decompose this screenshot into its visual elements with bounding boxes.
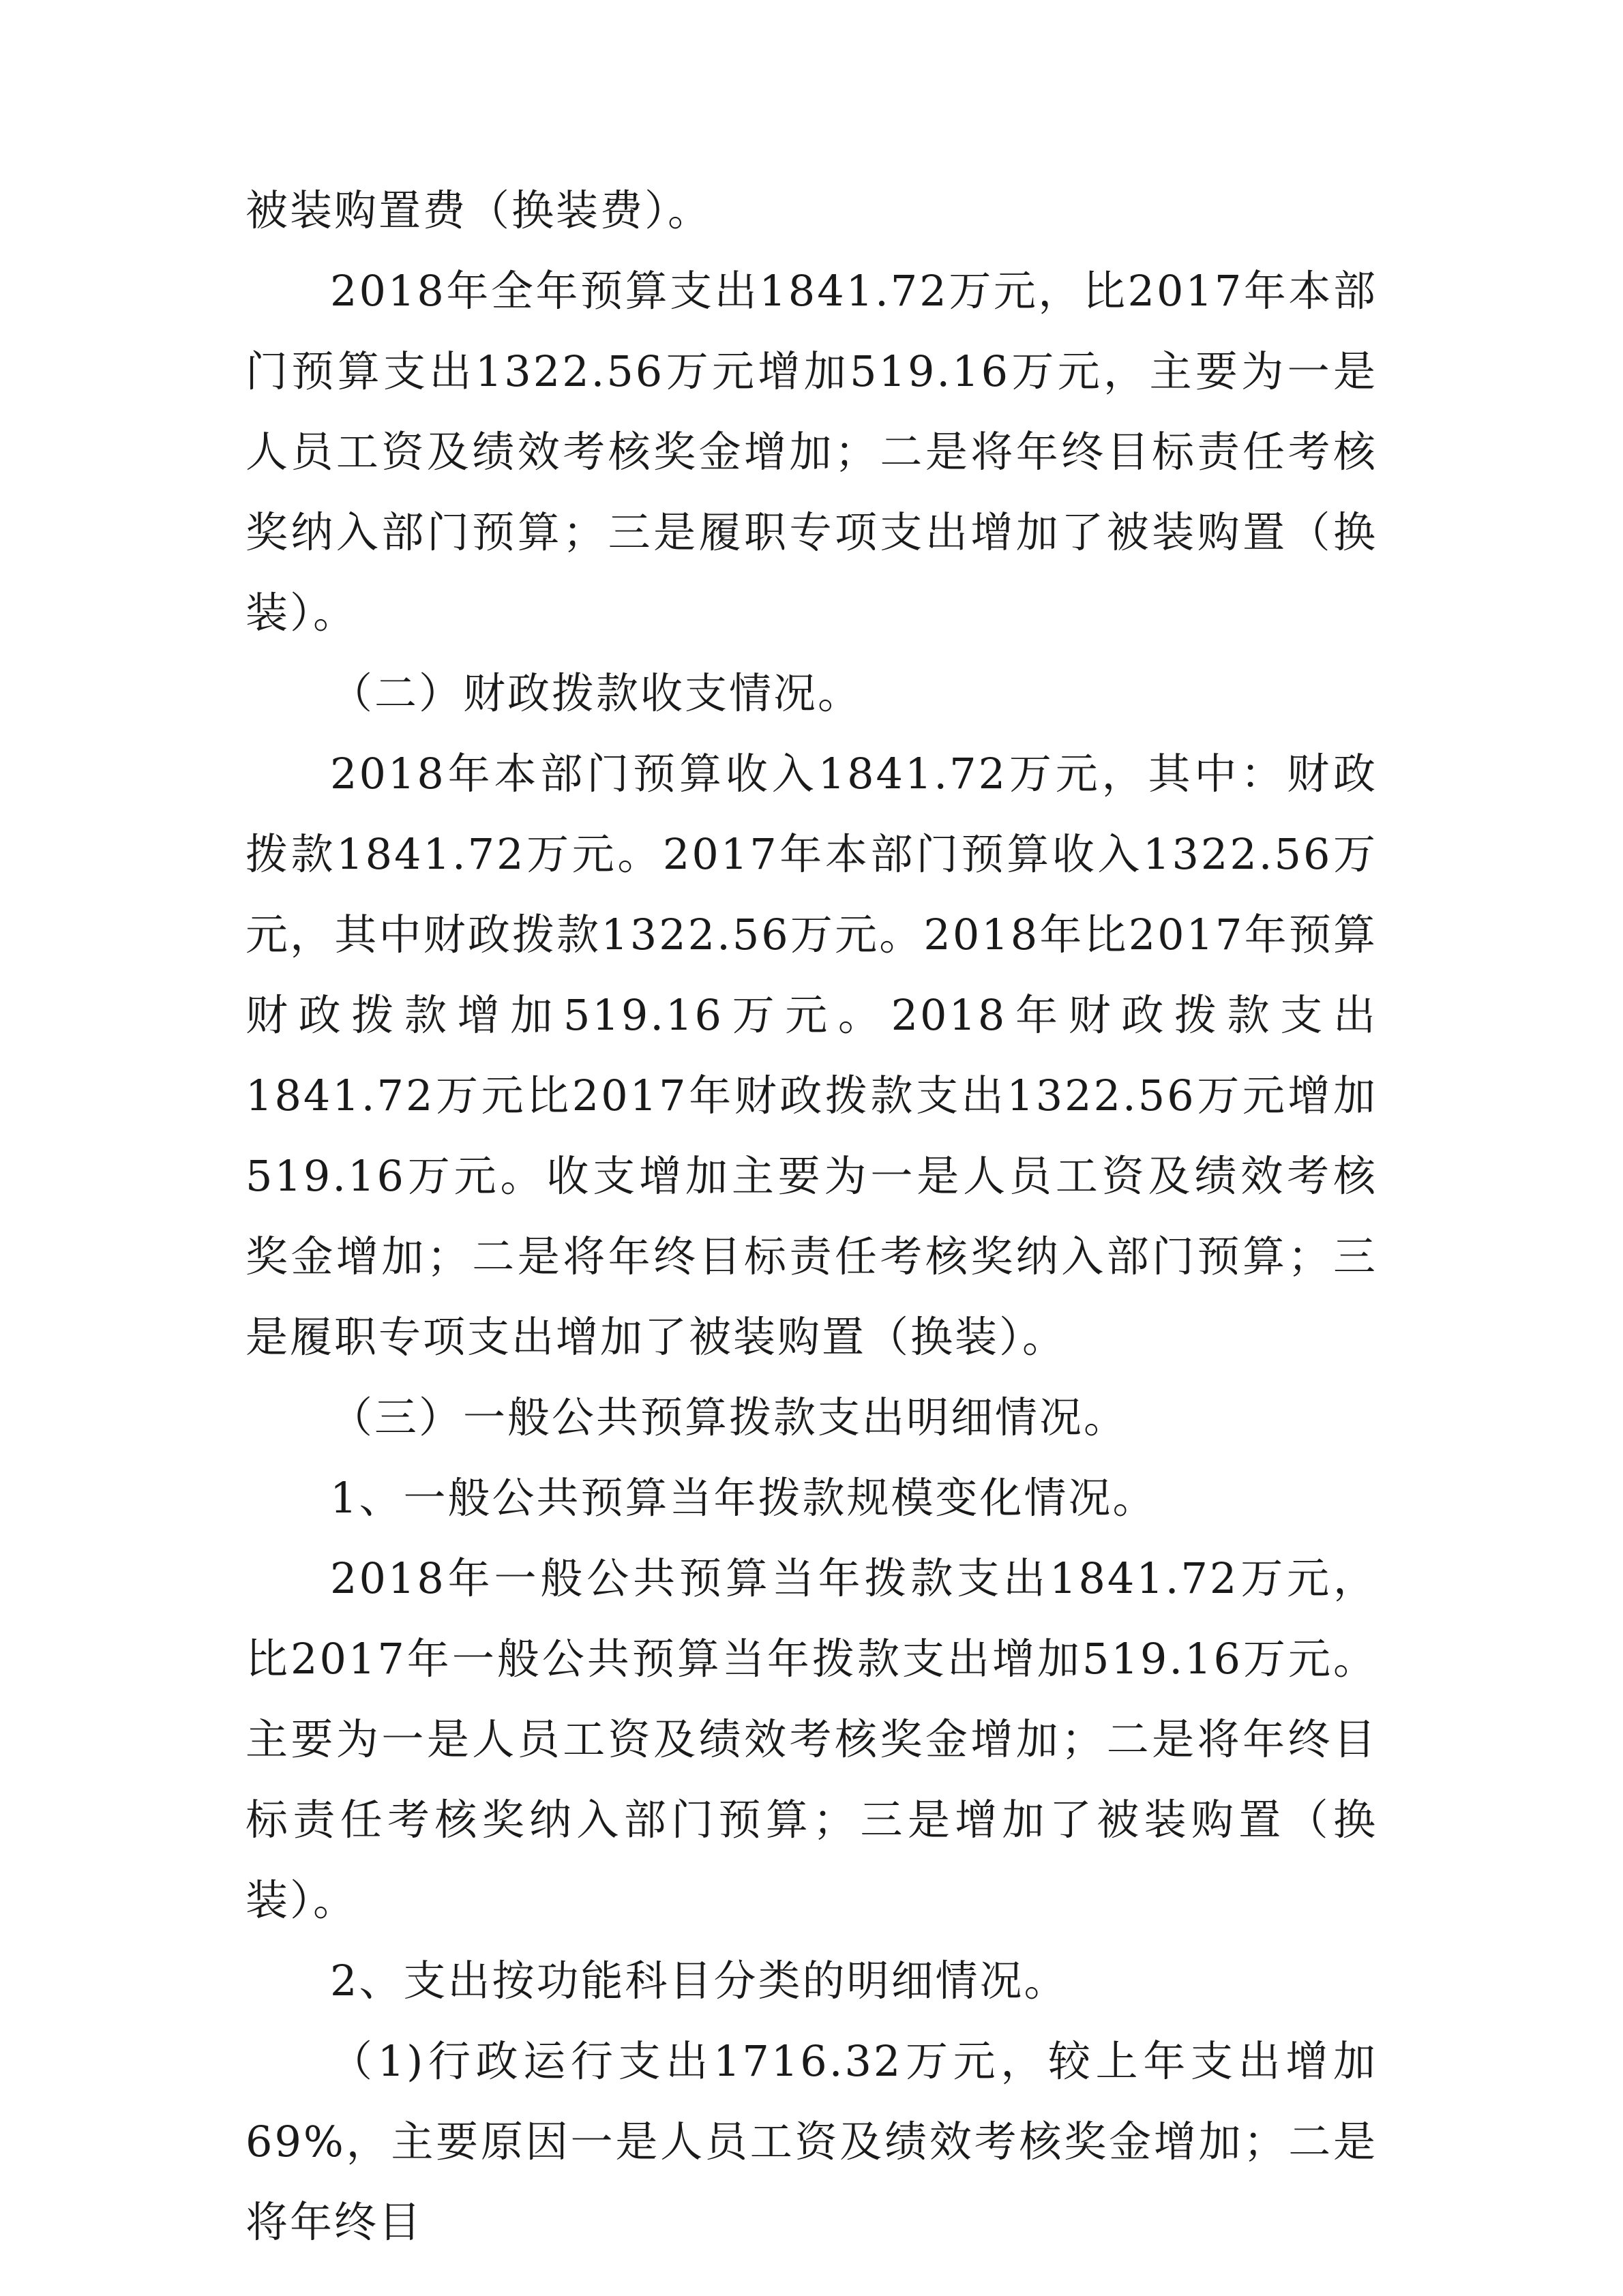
continuation-paragraph: 被装购置费（换装费）。 (245, 185, 713, 235)
budget-expenditure-paragraph: 2018年全年预算支出1841.72万元，比2017年本部门预算支出1322.56万元增加519.16万元，主要为一是人员工资及绩效考核奖金增加；二是将年终目标责任考核奖纳入部门预算；三是履职专项支出增加了被装购置（换装）。 (245, 266, 1378, 638)
administrative-operation-paragraph: （1)行政运行支出1716.32万元，较上年支出增加69%，主要原因一是人员工资及绩效考核奖金增加；二是将年终目 (245, 2036, 1378, 2247)
document-body (245, 170, 1378, 2263)
subsection-heading-functional-detail: 2、支出按功能科目分类的明细情况。 (330, 1956, 1069, 2006)
fiscal-allocation-paragraph: 2018年本部门预算收入1841.72万元，其中：财政拨款1841.72万元。2017年本部门预算收入1322.56万元，其中财政拨款1322.56万元。2018年比2017年预算财政拨款增加519.16万元。2018年财政拨款支出1841.72万元比2017年财政拨款支出1322.56万元增加519.16万元。收支增加主要为一是人员工资及绩效考核奖金增加；二是将年终目标责任考核奖纳入部门预算；三是履职专项支出增加了被装购置（换装）。 (245, 749, 1378, 1362)
section-heading-fiscal-allocation: （二）财政拨款收支情况。 (330, 668, 863, 718)
scale-change-paragraph: 2018年一般公共预算当年拨款支出1841.72万元，比2017年一般公共预算当年拨款支出增加519.16万元。主要为一是人员工资及绩效考核奖金增加；二是将年终目标责任考核奖纳入部门预算；三是增加了被装购置（换装）。 (245, 1553, 1378, 1925)
section-heading-general-budget-detail: （三）一般公共预算拨款支出明细情况。 (330, 1392, 1129, 1442)
subsection-heading-scale-change: 1、一般公共预算当年拨款规模变化情况。 (330, 1473, 1157, 1523)
